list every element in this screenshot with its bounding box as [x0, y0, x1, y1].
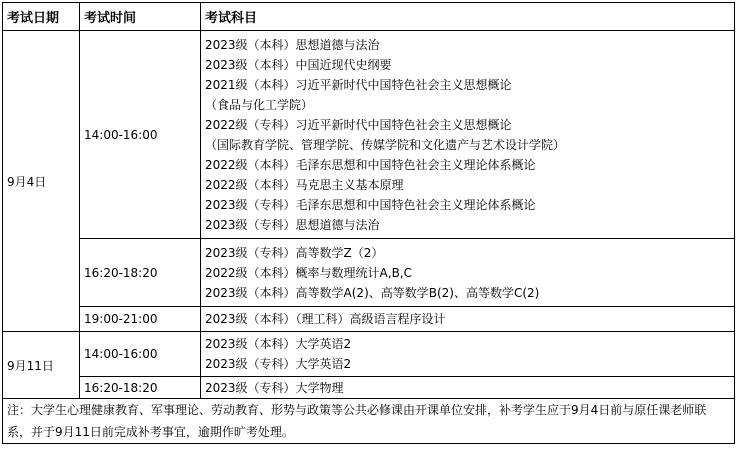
- exam-time-cell: 16:20-18:20: [80, 239, 201, 307]
- subject-line: 2022级（本科）概率与数理统计A,B,C: [205, 265, 412, 280]
- subject-line: （食品与化工学院）: [205, 97, 314, 112]
- note-text: 注：大学生心理健康教育、军事理论、劳动教育、形势与政策等公共必修课由开课单位安排，补考学生应于9月4日前与原任课老师联系，并于9月11日前完成补考事宜，逾期作旷考处理。: [3, 399, 735, 444]
- subject-line: 2023级（专科）大学英语2: [205, 357, 352, 371]
- table-row: [3, 31, 735, 239]
- subject-line: 2023级（本科）大学英语2: [205, 337, 352, 351]
- exam-time-cell: 14:00-16:00: [80, 31, 201, 239]
- note-row: [3, 399, 735, 444]
- subject-line: 2023级（本科）高等数学A(2)、高等数学B(2)、高等数学C(2): [205, 285, 540, 300]
- subject-line: 2023级（本科）中国近现代史纲要: [205, 57, 392, 72]
- exam-subjects-cell: [201, 377, 735, 399]
- subject-line: 2023级（专科）思想道德与法治: [205, 217, 380, 232]
- subject-line: （国际教育学院、管理学院、传媒学院和文化遗产与艺术设计学院）: [205, 137, 566, 152]
- table-row: [3, 332, 735, 377]
- exam-date-cell: 9月11日: [3, 332, 80, 399]
- subject-line: 2023级（专科）毛泽东思想和中国特色社会主义理论体系概论: [205, 197, 536, 212]
- exam-subjects-cell: [201, 307, 735, 332]
- exam-subjects-cell: [201, 239, 735, 307]
- header-row: [3, 3, 735, 31]
- subject-line: 2023级（本科）（理工科）高级语言程序设计: [205, 312, 446, 326]
- table-row: [3, 307, 735, 332]
- exam-time-cell: 16:20-18:20: [80, 377, 201, 399]
- exam-time-cell: 14:00-16:00: [80, 332, 201, 377]
- header-subject: 考试科目: [201, 3, 735, 31]
- table-row: [3, 377, 735, 399]
- subject-line: 2021级（本科）习近平新时代中国特色社会主义思想概论: [205, 77, 512, 92]
- subject-line: 2023级（专科）高等数学Z（2）: [205, 245, 384, 260]
- subject-line: 2023级（本科）思想道德与法治: [205, 37, 380, 52]
- exam-date-cell: 9月4日: [3, 31, 80, 332]
- exam-schedule-table: [2, 2, 735, 444]
- header-time: 考试时间: [80, 3, 201, 31]
- subject-line: 2023级（专科）大学物理: [205, 380, 344, 395]
- exam-subjects-cell: [201, 31, 735, 239]
- subject-line: 2022级（本科）马克思主义基本原理: [205, 177, 404, 192]
- subject-line: 2022级（专科）习近平新时代中国特色社会主义思想概论: [205, 117, 512, 132]
- exam-subjects-cell: [201, 332, 735, 377]
- table-row: [3, 239, 735, 307]
- exam-time-cell: 19:00-21:00: [80, 307, 201, 332]
- header-date: 考试日期: [3, 3, 80, 31]
- subject-line: 2022级（本科）毛泽东思想和中国特色社会主义理论体系概论: [205, 157, 536, 172]
